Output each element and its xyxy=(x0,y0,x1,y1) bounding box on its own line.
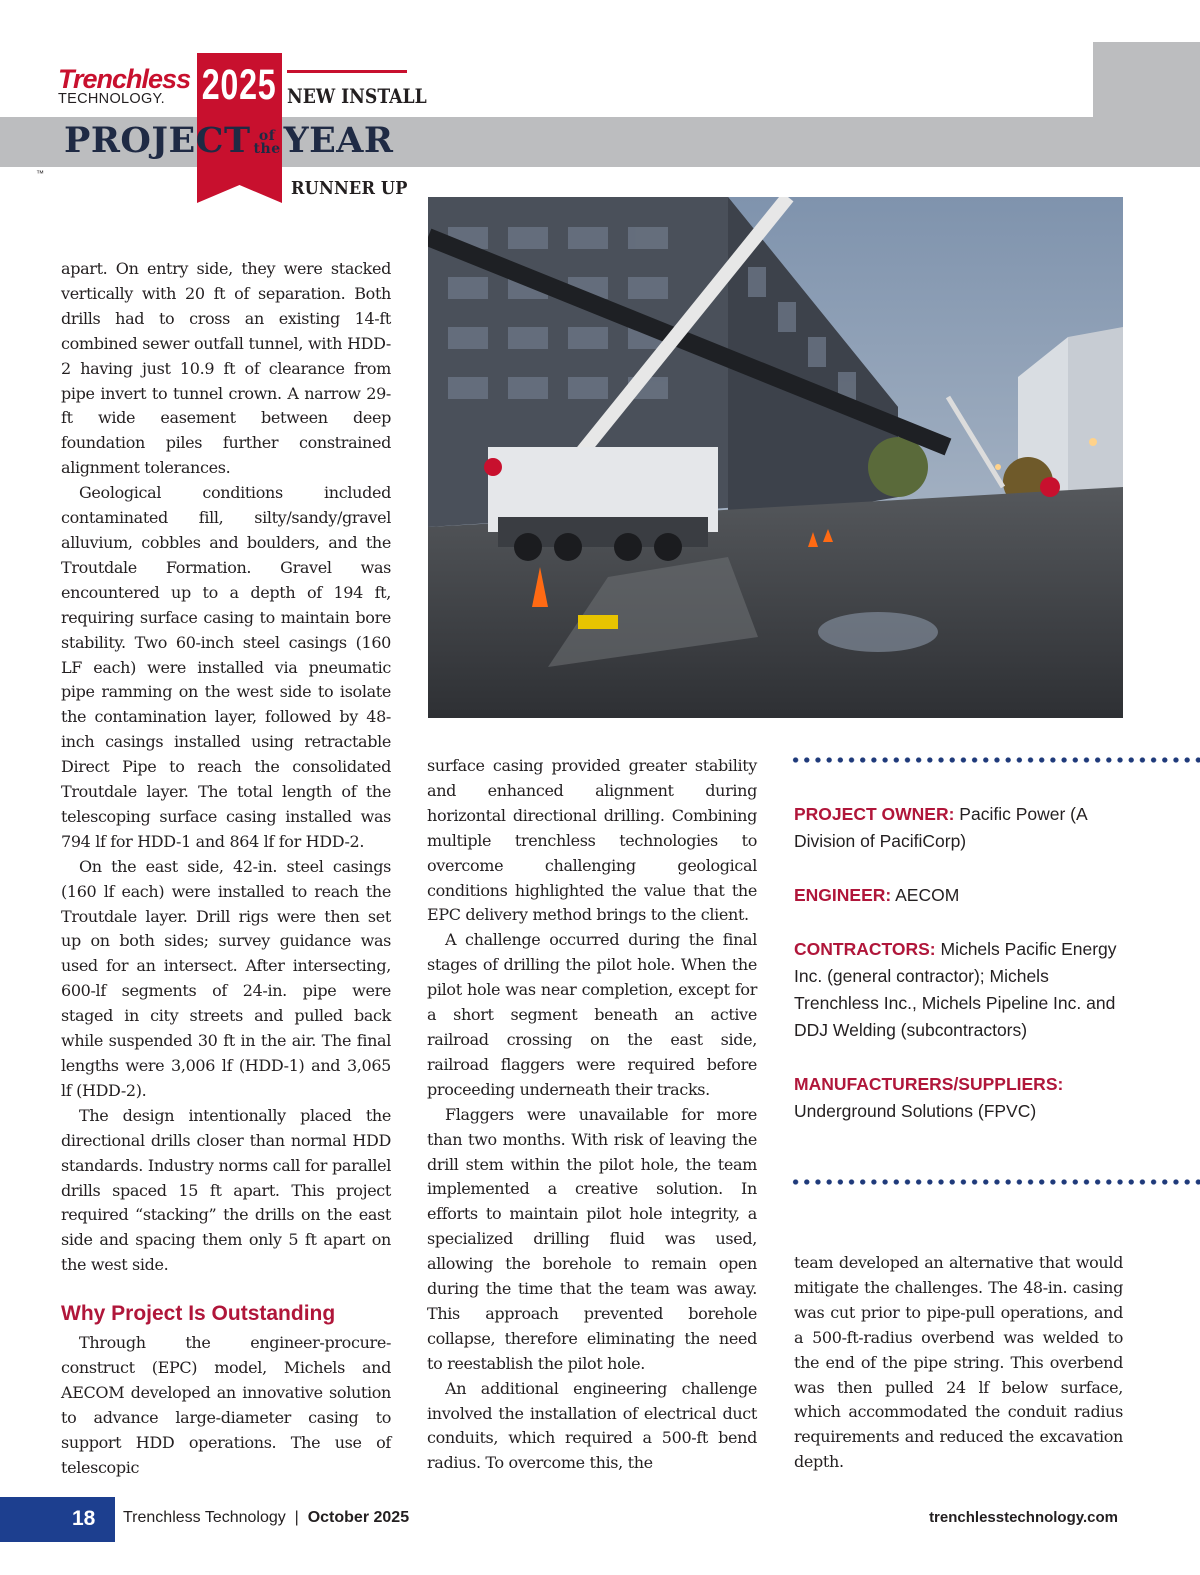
logo-trenchless: Trenchless xyxy=(58,64,191,94)
paragraph: An additional engineering challenge involved the installation of electrical duct conduits, which required a 500-ft bend radius. To overcome this, the xyxy=(427,1378,757,1473)
header-gray-tab xyxy=(1093,42,1200,167)
credit-contractors: CONTRACTORS: Michels Pacific Energy Inc. (general contractor); Michels Trenchless Inc., Michels Pipeline Inc. and DDJ Welding (subcontractors) xyxy=(794,939,1117,1040)
paragraph: A challenge occurred during the final stages of drilling the pilot hole. When the pilot hole was near completion, except for a short segment beneath an active railroad crossing on the east side, railroad flaggers were required before proceeding underneath their tracks. xyxy=(427,930,757,1099)
sidebar-dotted-rule-bottom xyxy=(790,1178,1200,1186)
footer-publication: Trenchless Technology | October 2025 xyxy=(123,1509,410,1526)
award-year: 2025 xyxy=(201,61,277,109)
project-credits-box xyxy=(794,801,1124,1152)
trademark-symbol: ™ xyxy=(36,169,44,178)
category-rule xyxy=(287,70,407,73)
award-placement: RUNNER UP xyxy=(291,178,408,199)
article-column-2 xyxy=(427,754,757,1476)
paragraph: Through the engineer-procure-construct (EPC) model, Michels and AECOM developed an innovative solution to advance large-diameter casing to support HDD operations. The use of telescopic xyxy=(61,1333,391,1477)
section-heading: Why Project Is Outstanding xyxy=(61,1302,336,1326)
credit-engineer: ENGINEER: AECOM xyxy=(794,885,960,905)
logo-technology: TECHNOLOGY. xyxy=(58,91,165,107)
paragraph: The design intentionally placed the directional drills closer than normal HDD standards. Industry norms call for parallel drills spaced 15 ft apart. This project required “stacking” the drills on the east side and spacing them only 5 ft apart on the west side. xyxy=(61,1105,391,1275)
page-number-box xyxy=(0,1497,115,1542)
paragraph: Flaggers were unavailable for more than two months. With risk of leaving the drill stem within the pilot hole, the team implemented a creative solution. In efforts to maintain pilot hole integrity, a specialized drilling fluid was used, allowing the borehole to remain open during the time that the team was away. This approach prevented borehole collapse, therefore eliminating the need to reestablish the pilot hole. xyxy=(427,1104,757,1373)
paragraph: apart. On entry side, they were stacked vertically with 20 ft of separation. Both drills had to cross an existing 14-ft combined sewer outfall tunnel, with HDD-2 having just 10.9 ft of clearance from pipe invert to tunnel crown. A narrow 29-ft wide easement between deep foundation piles further constrained alignment tolerances. xyxy=(61,259,391,478)
award-title-of-the: of the xyxy=(253,127,281,157)
sidebar-dotted-rule-top xyxy=(790,756,1200,764)
award-title-year: YEAR xyxy=(283,120,394,161)
page-number: 18 xyxy=(72,1507,96,1530)
credit-manufacturers: MANUFACTURERS/SUPPLIERS: Underground Solutions (FPVC) xyxy=(794,1074,1064,1121)
article-column-3 xyxy=(794,1251,1123,1475)
paragraph: team developed an alternative that would mitigate the challenges. The 48-in. casing was cut prior to pipe-pull operations, and a 500-ft-radius overbend was welded to the end of the pipe string. This overbend was then pulled 24 lf below surface, which accommodated the conduit radius requirements and reduced the excavation depth. xyxy=(794,1253,1123,1472)
paragraph: Geological conditions included contaminated fill, silty/sandy/gravel alluvium, cobbles and boulders, and the Troutdale Formation. Gravel was encountered up to a depth of 194 ft, requiring surface casing to maintain bore stability. Two 60-inch steel casings (160 LF each) were installed via pneumatic pipe ramming on the west side to isolate the contamination layer, followed by 48-inch casings installed using retractable Direct Pipe to reach the consolidated Troutdale layer. The total length of the telescoping surface casing installed was 794 lf for HDD-1 and 864 lf for HDD-2. xyxy=(61,483,391,851)
footer-website-link[interactable]: trenchlesstechnology.com xyxy=(929,1509,1118,1526)
paragraph: surface casing provided greater stability and enhanced alignment during horizontal directional drilling. Combining multiple trenchless technologies to overcome challenging geological conditions highlighted the value that the EPC delivery method brings to the client. xyxy=(427,756,757,925)
paragraph: On the east side, 42-in. steel casings (160 lf each) were installed to reach the Troutdale layer. Drill rigs were then set up on both sides; survey guidance was used for an intersect. After intersecting, 600-lf segments of 24-in. pipe were staged in city streets and pulled back while suspended 30 ft in the air. The final lengths were 3,006 lf (HDD-1) and 3,065 lf (HDD-2). xyxy=(61,856,391,1100)
crane-lifting-pipe-photo xyxy=(428,197,1123,718)
award-title xyxy=(64,122,394,160)
article-column-1 xyxy=(61,257,391,1481)
award-title-project: PROJECT xyxy=(64,120,251,161)
award-category: NEW INSTALL xyxy=(287,84,427,108)
credit-project-owner: PROJECT OWNER: Pacific Power (A Division of PacifiCorp) xyxy=(794,804,1087,851)
